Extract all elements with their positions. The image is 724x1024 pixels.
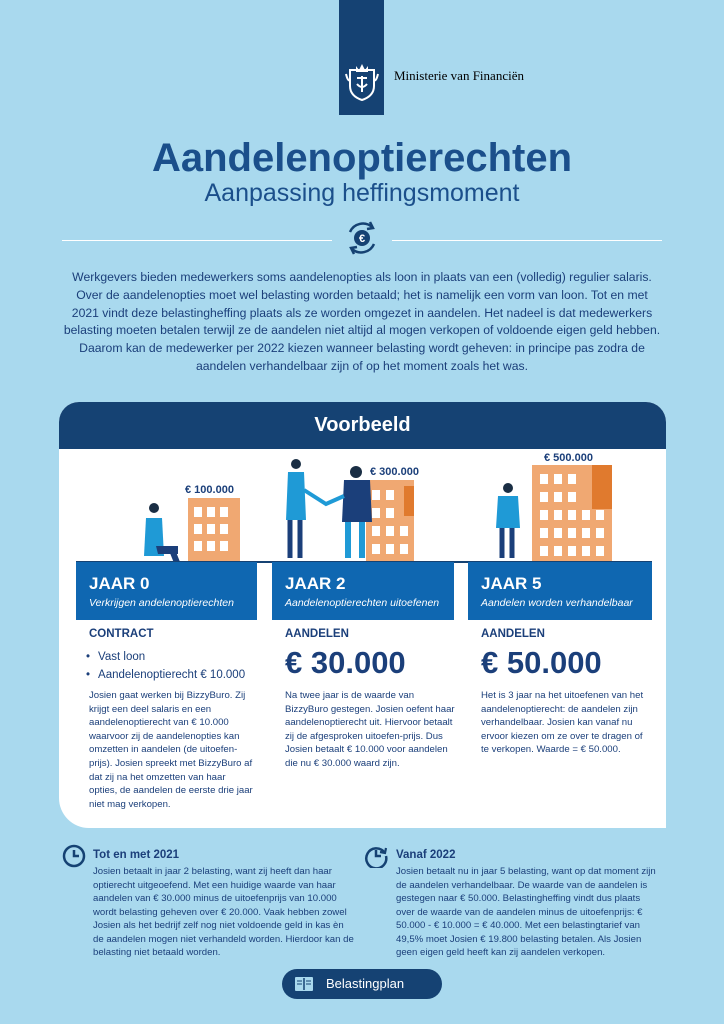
- intro-text: Werkgevers bieden medewerkers soms aandelenopties als loon in plaats van een (volledig) regulier salaris. Over de aandelenopties moet wel belasting worden betaald; het is namelijk een vorm van loon. Tot en met 2021 vindt deze belastingheffing plaats als ze worden omgezet in aandelen. Het nadeel is dat medewerkers belasting moeten betalen terwijl ze de aandelen niet altijd al mogen verkopen of voldoende eigen geld hebben. Daarom kan de medewerker per 2022 kiezen wanneer belasting wordt geheven: in principe pas zodra de aandelen verhandelbaar zijn of op het moment zoals het was.: [63, 270, 661, 373]
- scene-year-5: [488, 450, 628, 562]
- section-from-2022-text: Josien betaalt nu in jaar 5 belasting, want op dat moment zijn de aandelen verhandelbaar. De waarde van de aandelen is gestegen naar € 50.000. Belastingheffing vindt dus plaats over de waarde van de aandelen minus de uitoefenprijs: € 50.000 - € 10.000 = € 40.000. Met een belastingtarief van 49,5% moet Josien € 19.800 belasting betalen. Als Josien geen eigen geld heeft kan zij aandelen verkopen.: [396, 866, 656, 958]
- year-5-text: Het is 3 jaar na het uitoefenen van het aandelenoptierecht: de aandelen zijn verhandelbaar. Josien kan vanaf nu ervoor kiezen om ze over te dragen of te verkopen. Waarde = € 50.000.: [481, 690, 644, 756]
- belastingplan-label: Belastingplan: [326, 976, 405, 991]
- price-year-5: € 500.000: [544, 452, 593, 464]
- shares-amount-year-2: € 30.000: [285, 645, 406, 680]
- year-0-caption: Verkrijgen andelenoptierechten: [89, 597, 234, 609]
- page-title: Aandelenoptierechten: [151, 136, 573, 180]
- belastingplan-badge: [282, 969, 442, 999]
- scene-year-0: [136, 450, 266, 562]
- ministry-name: Ministerie van Financiën: [394, 68, 524, 83]
- shares-amount-year-5: € 50.000: [481, 645, 602, 680]
- section-until-2021-text: Josien betaalt in jaar 2 belasting, want zij heeft dan haar optierecht uitgeoefend. Met een huidige waarde van haar aandelen van € 30.000 minus de uitoefenprijs van 10.000 wordt belasting geheven over € 20.000. Vaak hebben zowel Josien als het bedrijf zelf nog niet voldoende geld in kas èn de aandelen mogen niet verhandeld worden. Hierdoor kan de belasting niet betaald worden.: [93, 866, 354, 958]
- section-until-2021-heading: Tot en met 2021: [93, 849, 180, 861]
- year-0-text: Josien gaat werken bij BizzyBuro. Zij krijgt een deel salaris en een aandelenoptierecht van € 10.000 waarvoor zij de aandelenopties kan omzetten in aandelen (de uitoefen-prijs). Josien spreekt met BizzyBuro af dat zij na het omzetten van haar opties, de aandelen de eerste drie jaar niet mag verkopen.: [89, 690, 253, 810]
- price-year-2: € 300.000: [370, 466, 419, 478]
- section-from-2022-heading: Vanaf 2022: [396, 849, 456, 861]
- contract-list: [86, 648, 245, 684]
- year-5-label: JAAR 5: [481, 574, 542, 593]
- year-5-banner: [468, 562, 652, 620]
- price-year-0: € 100.000: [185, 484, 234, 496]
- shares-label-year-2: AANDELEN: [285, 628, 349, 640]
- year-2-banner: [272, 562, 454, 620]
- contract-label: CONTRACT: [89, 628, 154, 640]
- contract-item: • Aandelenoptierecht € 10.000: [86, 666, 245, 684]
- year-2-label: JAAR 2: [285, 574, 346, 593]
- svg-text:€: €: [358, 233, 366, 245]
- year-2-caption: Aandelenoptierechten uitoefenen: [285, 597, 440, 609]
- clock-icon: [62, 844, 86, 868]
- clock-forward-icon: [364, 844, 388, 868]
- contract-item: • Vast loon: [86, 648, 245, 666]
- book-icon: [294, 976, 314, 992]
- crest-icon: [345, 62, 379, 102]
- page-subtitle: Aanpassing heffingsmoment: [204, 179, 520, 207]
- year-5-caption: Aandelen worden verhandelbaar: [481, 597, 633, 609]
- year-0-label: JAAR 0: [89, 574, 150, 593]
- euro-cycle-icon: [342, 218, 382, 258]
- year-0-banner: [76, 562, 257, 620]
- year-2-text: Na twee jaar is de waarde van BizzyBuro gestegen. Josien oefent haar aandelenoptierecht uit. Hiervoor betaalt zij de afgesproken uitoefen-prijs. Dus Josien betaalt € 10.000 voor aandelen die nu € 30.000 waard zijn.: [285, 690, 455, 769]
- example-heading: Voorbeeld: [59, 402, 666, 449]
- divider-right: [392, 240, 662, 241]
- divider-left: [62, 240, 332, 241]
- shares-label-year-5: AANDELEN: [481, 628, 545, 640]
